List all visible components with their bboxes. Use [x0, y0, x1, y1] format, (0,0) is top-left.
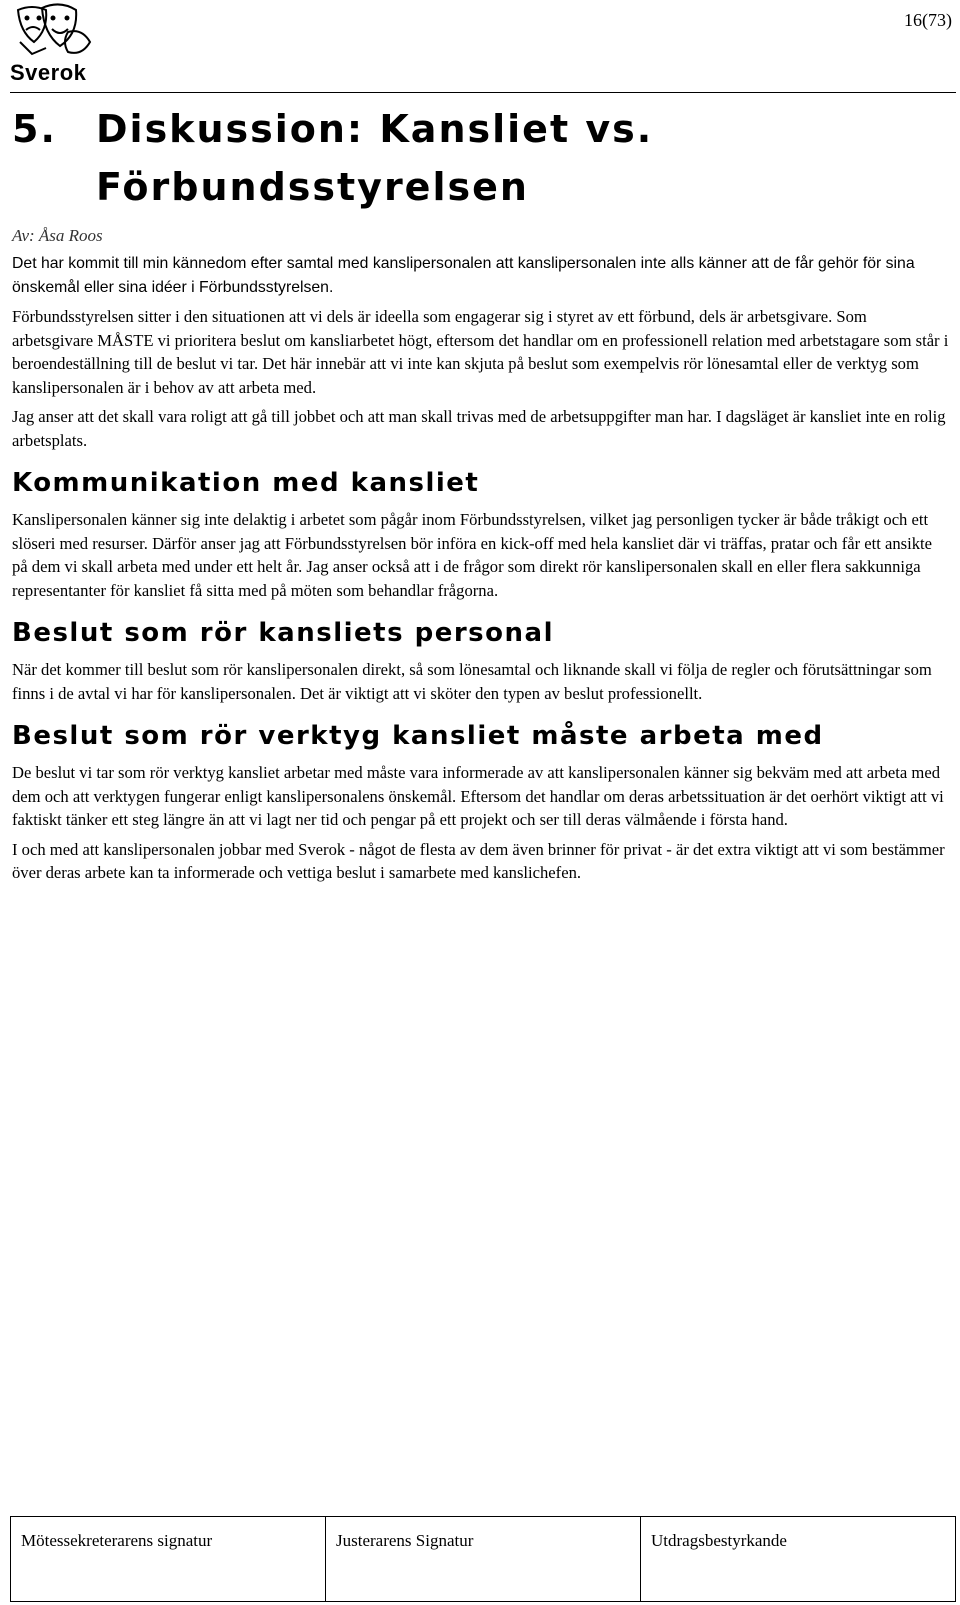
chapter-title: [12, 100, 950, 216]
page-number: 16(73): [904, 10, 952, 30]
section-paragraph: I och med att kanslipersonalen jobbar med Sverok - något de flesta av dem även brinner för privat - är det extra viktigt att vi som bestämmer över deras arbete kan ta informerade och vettiga beslut i samarbete med kanslichefen.: [12, 839, 945, 882]
intro-paragraph: Förbundsstyrelsen sitter i den situationen att vi dels är ideella som engagerar sig i styret av ett förbund, dels är arbetsgivare. Som arbetsgivare MÅSTE vi prioritera beslut om kansliarbetet högt, eftersom det handlar om en professionell relation med arbetstagare som står i beroendeställning till de beslut vi tar. Det här innebär att vi inte kan skjuta på beslut som exempelvis rör lönesamtal eller de verktyg som kanslipersonalen är i behov av att arbeta med.: [12, 307, 949, 397]
signature-table: [10, 1516, 956, 1602]
sverok-logo: [10, 0, 100, 88]
chapter-title-line2: Förbundsstyrelsen: [96, 165, 529, 209]
signature-cell-adjuster: Justerarens Signatur: [326, 1517, 641, 1601]
section-heading: Kommunikation med kansliet: [12, 468, 480, 498]
theatre-masks-icon: [12, 2, 98, 62]
section-paragraph: De beslut vi tar som rör verktyg kansliet arbetar med måste vara informerade av att kanslipersonalen känner sig bekväm med att arbeta med dem och att verktygen fungerar enligt kanslipersonalens önskemål. Eftersom det handlar om deras arbetssituation är det oerhört viktigt att vi faktiskt tänker ett steg längre än att vi lagt ner tid och pengar på ett projekt och ser till deras välmående i första hand.: [12, 763, 944, 829]
intro-paragraph: Det har kommit till min kännedom efter samtal med kanslipersonalen att kanslipersonalen inte alls känner att de får gehör för sina önskemål eller sina idéer i Förbundsstyrelsen.: [12, 255, 915, 296]
logo-text: Sverok: [10, 60, 87, 85]
page-header: [10, 0, 956, 93]
page-content: [12, 100, 950, 891]
section-heading: Beslut som rör kansliets personal: [12, 618, 554, 648]
signature-cell-certification: Utdragsbestyrkande: [651, 1531, 787, 1550]
chapter-number: 5.: [12, 107, 57, 151]
intro-paragraph: Jag anser att det skall vara roligt att gå till jobbet och att man skall trivas med de arbetsuppgifter man har. I dagsläget är kansliet inte en rolig arbetsplats.: [12, 407, 946, 450]
section-paragraph: Kanslipersonalen känner sig inte delaktig i arbetet som pågår inom Förbundsstyrelsen, vilket jag personligen tycker är både tråkigt och ett slöseri med resurser. Därför anser jag att Förbundsstyrelsen bör införa en kick-off med hela kansliet där vi träffas, pratar och får ett ansikte på dem vi skall arbeta med under ett helt år. Jag anser också att i de frågor som direkt rör kanslipersonalen skall en eller flera sakkunniga representanter för kansliet få sitta med på möten som behandlar frågorna.: [12, 510, 933, 600]
section-paragraph: När det kommer till beslut som rör kanslipersonalen direkt, så som lönesamtal och liknande skall vi följa de regler och förutsättningar som finns i de avtal vi har för kanslipersonalen. Det är viktigt att vi sköter den typen av beslut professionellt.: [12, 660, 932, 703]
chapter-title-line1: Diskussion: Kansliet vs.: [96, 107, 654, 151]
author-line: Av: Åsa Roos: [12, 226, 103, 245]
signature-cell-secretary: Mötessekreterarens signatur: [11, 1517, 326, 1601]
section-heading: Beslut som rör verktyg kansliet måste arbeta med: [12, 721, 824, 751]
